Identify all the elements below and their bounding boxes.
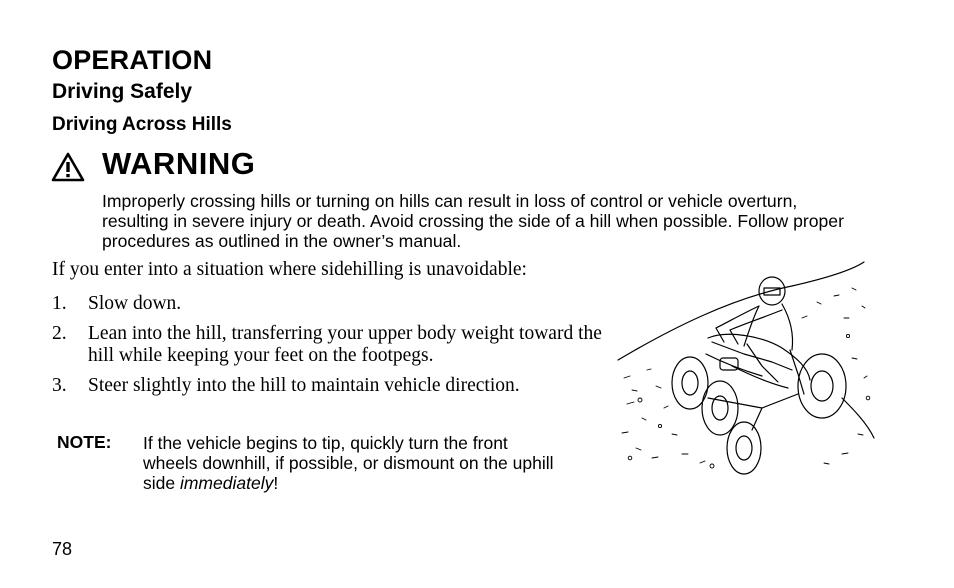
list-item bbox=[52, 293, 612, 315]
section-title: OPERATION bbox=[52, 45, 213, 75]
note-text-main: If the vehicle begins to tip, quickly turn the front wheels downhill, if possible, or dismount on the uphill side bbox=[143, 433, 554, 493]
step-text: Lean into the hill, transferring your upper body weight toward the hill while keeping your feet on the footpegs. bbox=[88, 323, 602, 366]
step-number: 2. bbox=[52, 323, 67, 344]
warning-text: Improperly crossing hills or turning on hills can result in loss of control or vehicle overturn, resulting in severe injury or death. Avoid crossing the side of a hill when possible. Follow proper procedures as outlined in the owner’s manual. bbox=[102, 191, 844, 251]
intro-text: If you enter into a situation where sidehilling is unavoidable: bbox=[52, 259, 527, 280]
step-text: Slow down. bbox=[88, 293, 182, 314]
step-text: Steer slightly into the hill to maintain vehicle direction. bbox=[88, 375, 520, 396]
list-item bbox=[52, 323, 612, 367]
note-label: NOTE: bbox=[57, 432, 112, 452]
atv-sidehill-illustration bbox=[612, 258, 882, 478]
note-text-end: ! bbox=[273, 473, 279, 493]
page-number: 78 bbox=[52, 539, 73, 559]
topic-title: Driving Across Hills bbox=[52, 114, 232, 135]
note-emphasis: immediately bbox=[179, 473, 274, 493]
subsection-title: Driving Safely bbox=[52, 80, 193, 103]
step-number: 3. bbox=[52, 375, 67, 396]
warning-title: WARNING bbox=[102, 146, 256, 181]
note-text bbox=[143, 433, 563, 493]
list-item bbox=[52, 375, 532, 397]
step-number: 1. bbox=[52, 293, 67, 314]
warning-triangle-icon bbox=[51, 152, 85, 182]
